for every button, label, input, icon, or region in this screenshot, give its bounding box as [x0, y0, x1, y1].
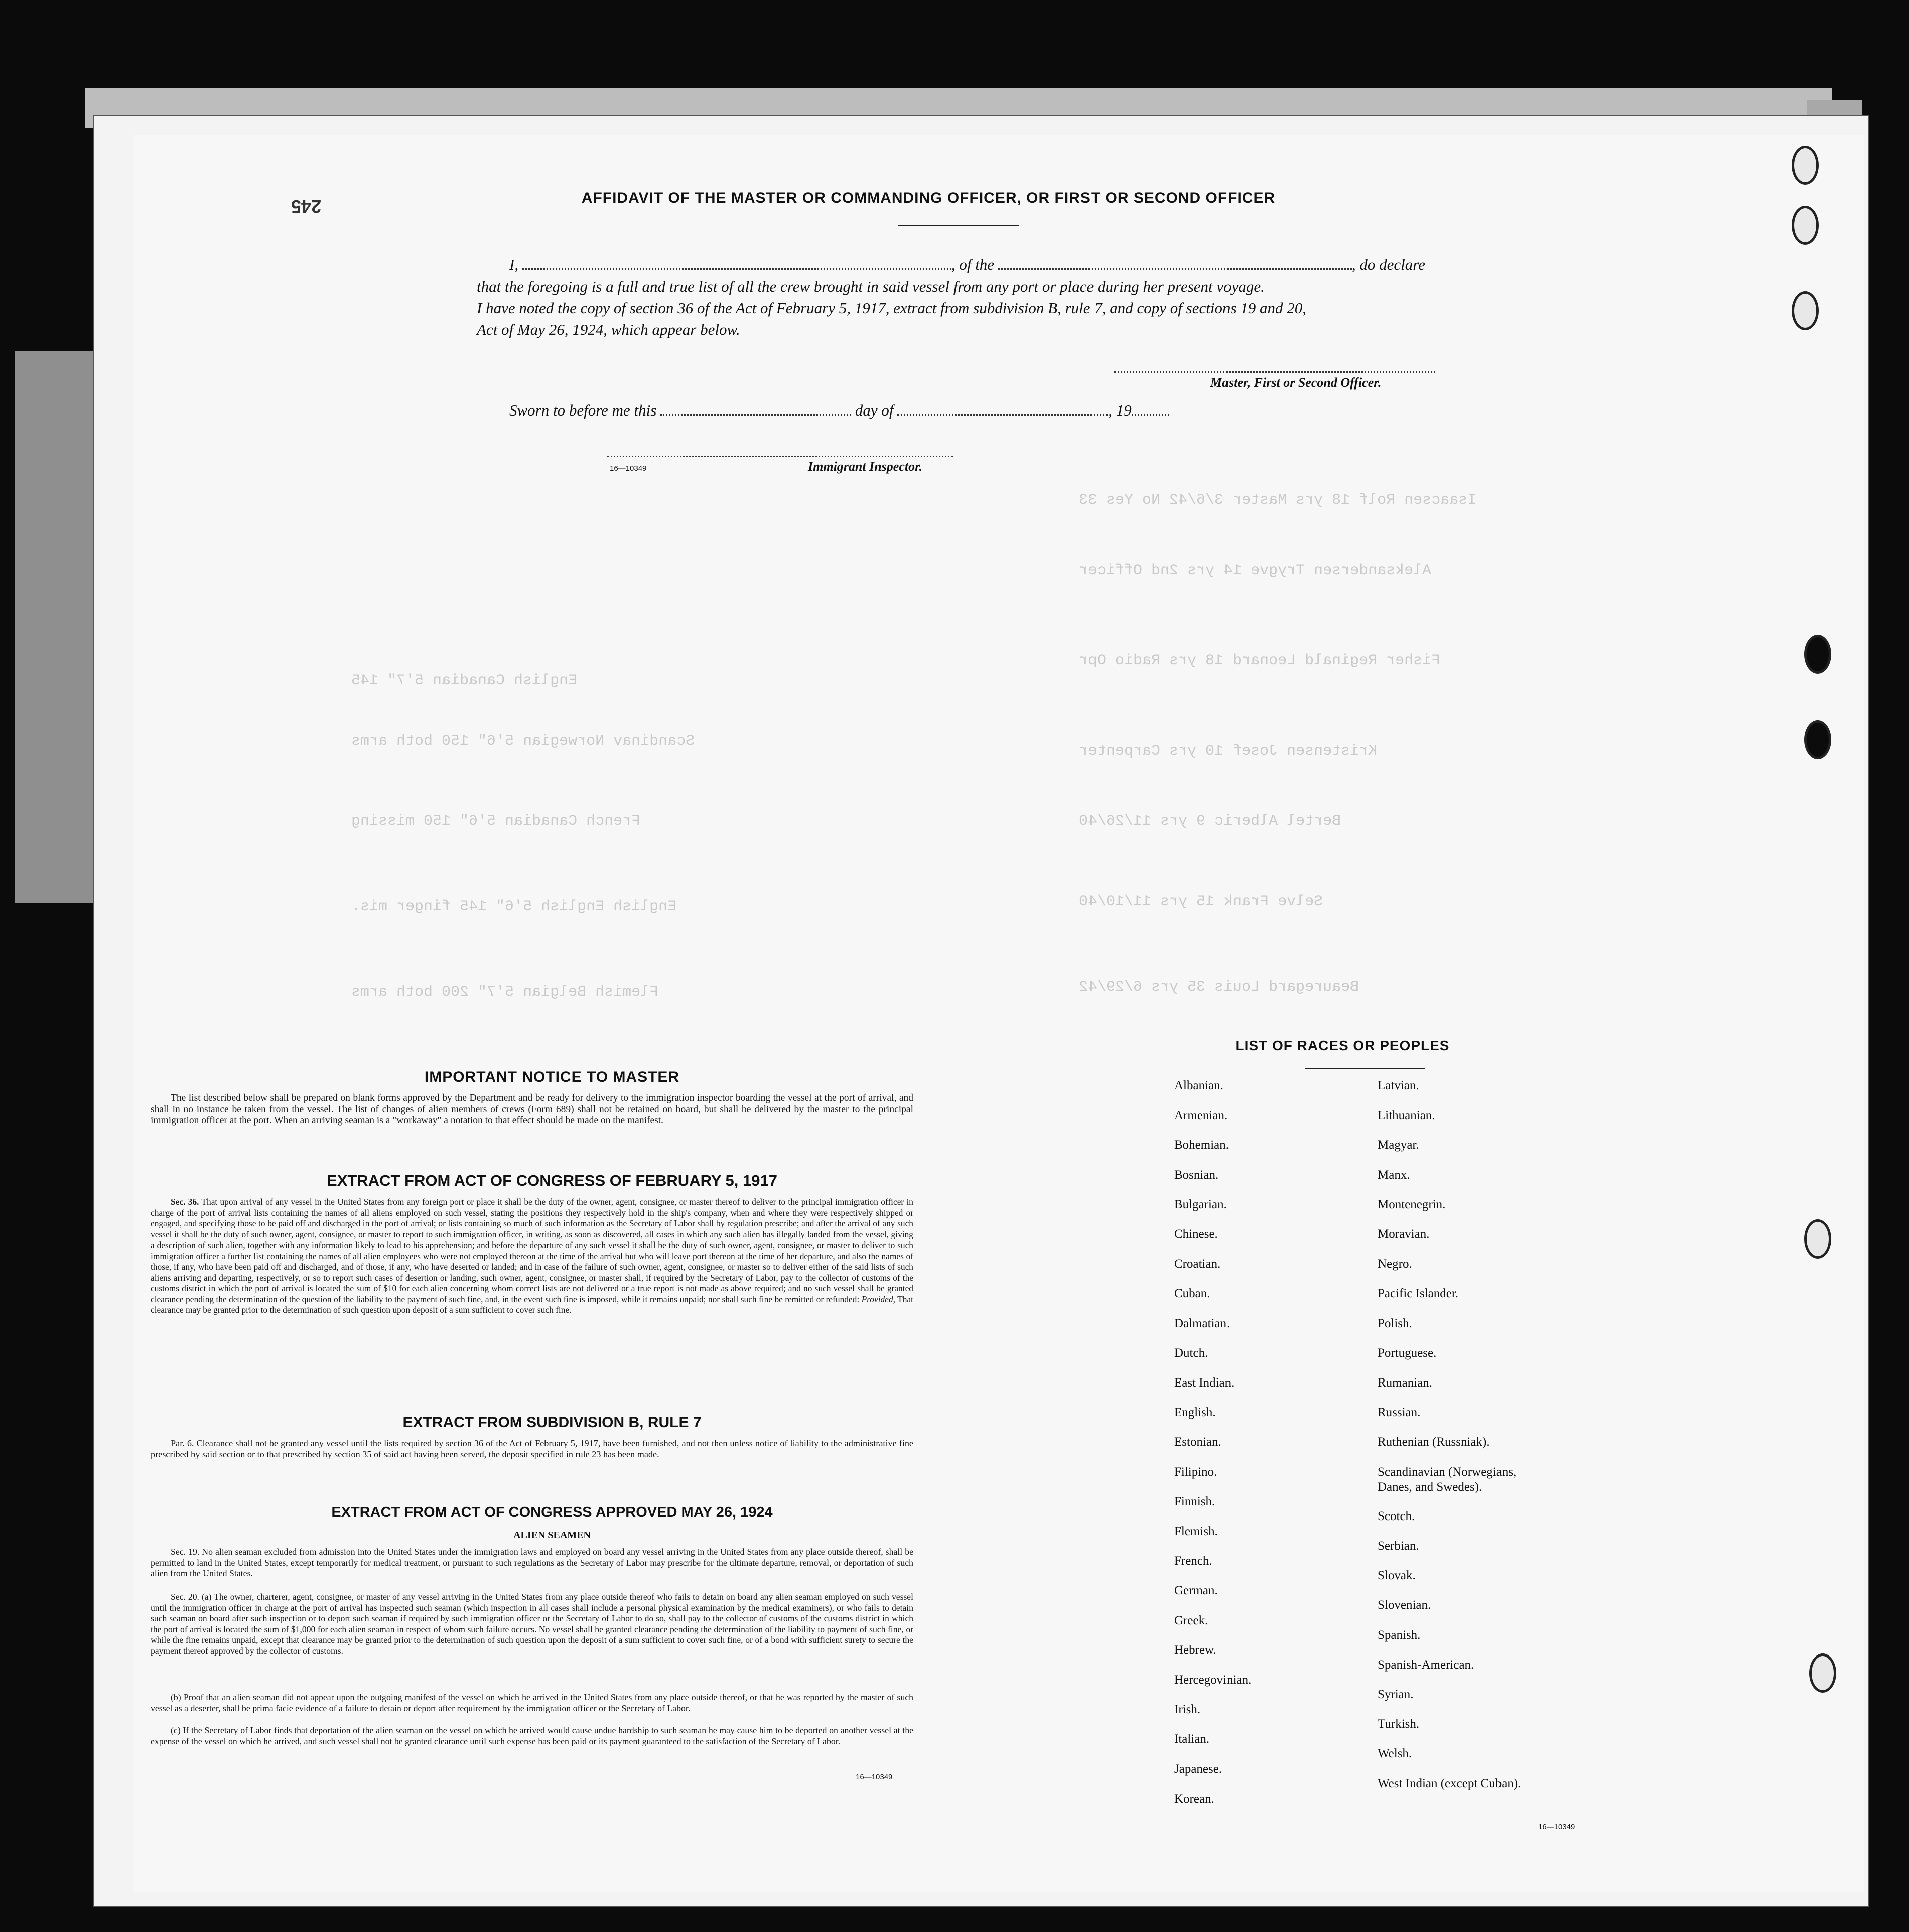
- binder-hole-icon: [1792, 146, 1819, 185]
- bleed-through-text: Bertel Alberic 9 yrs 11/26/40: [1079, 813, 1341, 830]
- extract-1924-title: EXTRACT FROM ACT OF CONGRESS APPROVED MAY 26, 1924: [331, 1504, 773, 1521]
- sworn-line: [509, 401, 1169, 420]
- signature-label: Master, First or Second Officer.: [1210, 375, 1382, 390]
- race-item: Spanish-American.: [1378, 1658, 1474, 1672]
- bleed-through-text: Scandinav Norwegian 5'6" 150 both arms: [351, 733, 695, 750]
- extract-1917-proviso-label: Provided,: [861, 1294, 896, 1304]
- bleed-through-text: Isaacsen Rolf 18 yrs Master 3/6/42 No Yes 33: [1079, 492, 1477, 509]
- extract-1917-title: EXTRACT FROM ACT OF CONGRESS OF FEBRUARY 5, 1917: [327, 1172, 777, 1189]
- sworn-year-field[interactable]: [1132, 412, 1169, 416]
- race-item: West Indian (except Cuban).: [1378, 1776, 1521, 1790]
- race-item: Serbian.: [1378, 1539, 1419, 1553]
- races-title-underline: [1305, 1068, 1425, 1069]
- race-item: Latvian.: [1378, 1079, 1419, 1092]
- race-item: Scotch.: [1378, 1509, 1415, 1523]
- sworn-year-prefix: , 19: [1108, 401, 1132, 419]
- race-item: Portuguese.: [1378, 1346, 1437, 1360]
- race-item: Chinese.: [1174, 1227, 1218, 1241]
- bleed-through-text: English Canadian 5'7" 145: [351, 672, 578, 689]
- race-item: Spanish.: [1378, 1628, 1421, 1642]
- inspector-line[interactable]: [607, 456, 953, 457]
- race-item: Scandinavian (Norwegians,: [1378, 1465, 1517, 1479]
- race-item: Greek.: [1174, 1613, 1208, 1627]
- race-item: Montenegrin.: [1378, 1197, 1446, 1211]
- race-item: Slovak.: [1378, 1569, 1416, 1583]
- race-item: Bosnian.: [1174, 1168, 1219, 1182]
- race-item: Estonian.: [1174, 1435, 1221, 1449]
- signature-line[interactable]: [1114, 371, 1435, 373]
- race-item: Moravian.: [1378, 1227, 1430, 1241]
- race-item: Italian.: [1174, 1732, 1210, 1746]
- race-item: Flemish.: [1174, 1525, 1218, 1538]
- race-item: Russian.: [1378, 1406, 1421, 1420]
- sworn-date-field[interactable]: [660, 412, 851, 416]
- extract-1924-sec20b: (b) Proof that an alien seaman did not appear upon the outgoing manifest of the vessel on which he arrived in the United States from any place outside thereof, or that he was reported by the master of such vessel as a deserter, shall be prima facie evidence of a failure to detain or deport after requirement by the immigration officer or the Secretary of Labor.: [151, 1692, 913, 1713]
- extract-form-number: 16—10349: [856, 1773, 893, 1781]
- subdivision-b-text: Par. 6. Clearance shall not be granted any vessel until the lists required by section 36 of the Act of February 5, 1917, have been furnished, and not then unless notice of liability to the administrative fine prescribed by said section or to that prescribed by section 35 of said act having been served, the deposit specified in rule 23 has been made.: [151, 1438, 913, 1459]
- form-number: 16—10349: [610, 464, 647, 473]
- declare-text: , do declare: [1351, 256, 1425, 273]
- declaration-line-1: [509, 256, 1425, 274]
- bleed-through-text: Selve Frank 15 yrs 11/10/40: [1079, 893, 1323, 910]
- binder-hole-icon: [1804, 720, 1831, 759]
- race-item: Polish.: [1378, 1316, 1412, 1330]
- bleed-through-text: Kristensen Josef 10 yrs Carpenter: [1079, 743, 1378, 760]
- declarant-prefix: I,: [509, 256, 519, 273]
- race-item: Filipino.: [1174, 1465, 1217, 1479]
- bleed-through-text: French Canadian 5'6" 150 missing: [351, 813, 641, 830]
- extract-1917-text: [151, 1197, 913, 1316]
- race-item: Irish.: [1174, 1703, 1201, 1717]
- extract-1917-section: Sec. 36.: [171, 1197, 199, 1207]
- declaration-line-4: Act of May 26, 1924, which appear below.: [477, 321, 740, 338]
- race-item: Syrian.: [1378, 1688, 1414, 1701]
- notice-title: IMPORTANT NOTICE TO MASTER: [424, 1069, 680, 1085]
- extract-1917-proviso: That clearance may be granted prior to the determination of such question upon deposit of a sum sufficient to cover such fine.: [151, 1294, 913, 1315]
- binder-hole-icon: [1804, 1219, 1831, 1259]
- extract-1924-sec20a: Sec. 20. (a) The owner, charterer, agent, consignee, or master of any vessel arriving in the United States from any place outside thereof who fails to detain on board any alien seaman employed on such vessel until the immigration officer in charge at the port of arrival has inspected such seaman (which inspection in all cases shall include a personal physical examination by the medical examiners), or who fails to detain such seaman on board after such inspection or to deport such seaman if required by such immigration officer or the Secretary of Labor to do so, shall pay to the collector of customs of the customs district in which the port of arrival is located the sum of $1,000 for each alien seaman in respect of whom such failure occurs. No vessel shall be granted clearance pending the determination of the liability to payment of such fine, or while the fine remains unpaid, except that clearance may be granted prior to the determination of such question upon the deposit of a sum sufficient to cover such fine, or of a bond with sufficient surety to secure the payment thereof approved by the collector of customs.: [151, 1592, 913, 1656]
- race-item: Hebrew.: [1174, 1643, 1216, 1657]
- race-item: Bohemian.: [1174, 1138, 1230, 1152]
- race-item: English.: [1174, 1406, 1216, 1420]
- subdivision-b-title: EXTRACT FROM SUBDIVISION B, RULE 7: [402, 1414, 702, 1431]
- race-item: Japanese.: [1174, 1762, 1222, 1776]
- sworn-day-of: day of: [855, 401, 894, 419]
- binder-hole-icon: [1792, 291, 1819, 330]
- binder-hole-icon: [1809, 1653, 1836, 1693]
- race-item: Lithuanian.: [1378, 1109, 1435, 1123]
- underlying-sheet-left: [15, 351, 105, 903]
- race-item: Dalmatian.: [1174, 1316, 1230, 1330]
- race-item: German.: [1174, 1584, 1218, 1598]
- bleed-through-text: Flemish Belgian 5'7" 200 both arms: [351, 984, 659, 1001]
- extract-1924-sec19: Sec. 19. No alien seaman excluded from admission into the United States under the immigration laws and employed on board any vessel arriving in the United States from any place outside thereof, shall be permitted to land in the United States, except temporarily for medical treatment, or pursuant to such regulations as the Secretary of Labor may prescribe for the ultimate departure, removal, or deportation of such alien from the United States.: [151, 1547, 913, 1578]
- race-item: French.: [1174, 1554, 1212, 1568]
- race-item: Finnish.: [1174, 1494, 1215, 1508]
- race-item: Negro.: [1378, 1257, 1412, 1271]
- race-item: Cuban.: [1174, 1287, 1210, 1301]
- affidavit-title: AFFIDAVIT OF THE MASTER OR COMMANDING OFFICER, OR FIRST OR SECOND OFFICER: [581, 190, 1276, 206]
- race-item: Croatian.: [1174, 1257, 1221, 1271]
- bleed-through-text: Fisher Reginald Leonard 18 yrs Radio Opr: [1079, 652, 1441, 669]
- race-item: Danes, and Swedes).: [1378, 1480, 1482, 1494]
- races-title: LIST OF RACES OR PEOPLES: [1235, 1038, 1450, 1053]
- bleed-through-text: Beauregard Louis 35 yrs 6/29/42: [1079, 979, 1359, 996]
- race-item: Albanian.: [1174, 1079, 1223, 1092]
- race-item: Dutch.: [1174, 1346, 1208, 1360]
- declaration-line-2: that the foregoing is a full and true list of all the crew brought in said vessel from any port or place during her present voyage.: [477, 278, 1265, 295]
- bleed-through-text: English English 5'6" 145 finger mis.: [351, 898, 677, 915]
- binder-hole-icon: [1804, 635, 1831, 674]
- declaration-line-3: I have noted the copy of section 36 of the Act of February 5, 1917, extract from subdivision B, rule 7, and copy of sections 19 and 20,: [477, 299, 1307, 317]
- vessel-prefix: , of the: [951, 256, 995, 273]
- page-stamp: 245: [291, 196, 322, 217]
- race-item: Slovenian.: [1378, 1598, 1431, 1612]
- race-item: Armenian.: [1174, 1109, 1228, 1123]
- notice-text: The list described below shall be prepared on blank forms approved by the Department and be ready for delivery to the immigration inspector boarding the vessel at the port of arrival, and shall in no instance be taken from the vessel. The list of changes of alien members of crews (Form 689) shall not be retained on board, but shall be delivered by the master to the principal immigration officer at the port. When an arriving seaman is a "workaway" a notation to that effect should be made on the manifest.: [151, 1093, 913, 1126]
- races-form-number: 16—10349: [1538, 1823, 1575, 1831]
- race-item: Manx.: [1378, 1168, 1410, 1182]
- race-item: Hercegovinian.: [1174, 1673, 1252, 1687]
- declarant-name-field[interactable]: [522, 266, 951, 270]
- vessel-name-field[interactable]: [998, 266, 1352, 270]
- race-item: Korean.: [1174, 1791, 1214, 1806]
- extract-1917-body: That upon arrival of any vessel in the United States from any foreign port or place it shall be the duty of the owner, agent, consignee, or master thereof to deliver to the principal immigration officer in charge of the port of arrival lists containing the names of all aliens employed on such vessel, stating the positions they respectively hold in the ship's company, when and where they were respectively shipped or engaged, and specifying those to be paid off and discharged in the port of arrival; or lists containing so much of such information as the Secretary of Labor shall by regulation prescribe; and after the arrival of any such vessel it shall be the duty of such owner, agent, consignee, or master to report to such immigration officer, in writing, as soon as discovered, all cases in which any such alien has illegally landed from the vessel, giving a description of such alien, together with any information likely to lead to his apprehension; and before the departure of any such vessel it shall be the duty of such owner, agent, consignee, or master to deliver to such immigration officer a further list containing the names of all alien employees who were not employed thereon at the time of the arrival but who will leave port thereon at the time of her departure, and also the names of those, if any, who have been paid off and discharged, and of those, if any, who have deserted or landed; and in case of the failure of such owner, agent, consignee, or master so to deliver either of the said lists of such aliens arriving and departing, respectively, or so to report such cases of desertion or landing, such owner, agent, consignee, or master shall, if required by the Secretary of Labor, pay to the collector of customs of the customs district in which the port of arrival is located the sum of $10 for each alien concerning whom correct lists are not delivered or a true report is not made as above required; and no such vessel shall be granted clearance pending the determination of the question of the liability to the payment of such fine, and, in the event such fine is imposed, while it remains unpaid; nor shall such fine be remitted or refunded:: [151, 1197, 913, 1304]
- inspector-label: Immigrant Inspector.: [808, 459, 923, 474]
- bleed-through-text: Aleksandersen Trygve 14 yrs 2nd Officer: [1079, 562, 1432, 579]
- race-item: Pacific Islander.: [1378, 1287, 1459, 1301]
- race-item: Ruthenian (Russniak).: [1378, 1435, 1490, 1449]
- sworn-prefix: Sworn to before me this: [509, 401, 657, 419]
- race-item: Rumanian.: [1378, 1376, 1433, 1390]
- binder-hole-icon: [1792, 206, 1819, 245]
- race-item: Bulgarian.: [1174, 1197, 1227, 1211]
- race-item: Magyar.: [1378, 1138, 1419, 1152]
- sworn-month-field[interactable]: [897, 412, 1108, 416]
- race-item: East Indian.: [1174, 1376, 1235, 1390]
- extract-1924-sec20c: (c) If the Secretary of Labor finds that deportation of the alien seaman on the vessel on which he arrived would cause undue hardship to such seaman he may cause him to be deported on another vessel at the expense of the vessel on which he arrived, and such vessel shall not be granted clearance until such expense has been paid or its payment guaranteed to the satisfaction of the Secretary of Labor.: [151, 1725, 913, 1746]
- race-item: Welsh.: [1378, 1747, 1412, 1761]
- title-underline: [898, 225, 1019, 226]
- extract-1924-subtitle: ALIEN SEAMEN: [513, 1530, 591, 1541]
- race-item: Turkish.: [1378, 1717, 1420, 1731]
